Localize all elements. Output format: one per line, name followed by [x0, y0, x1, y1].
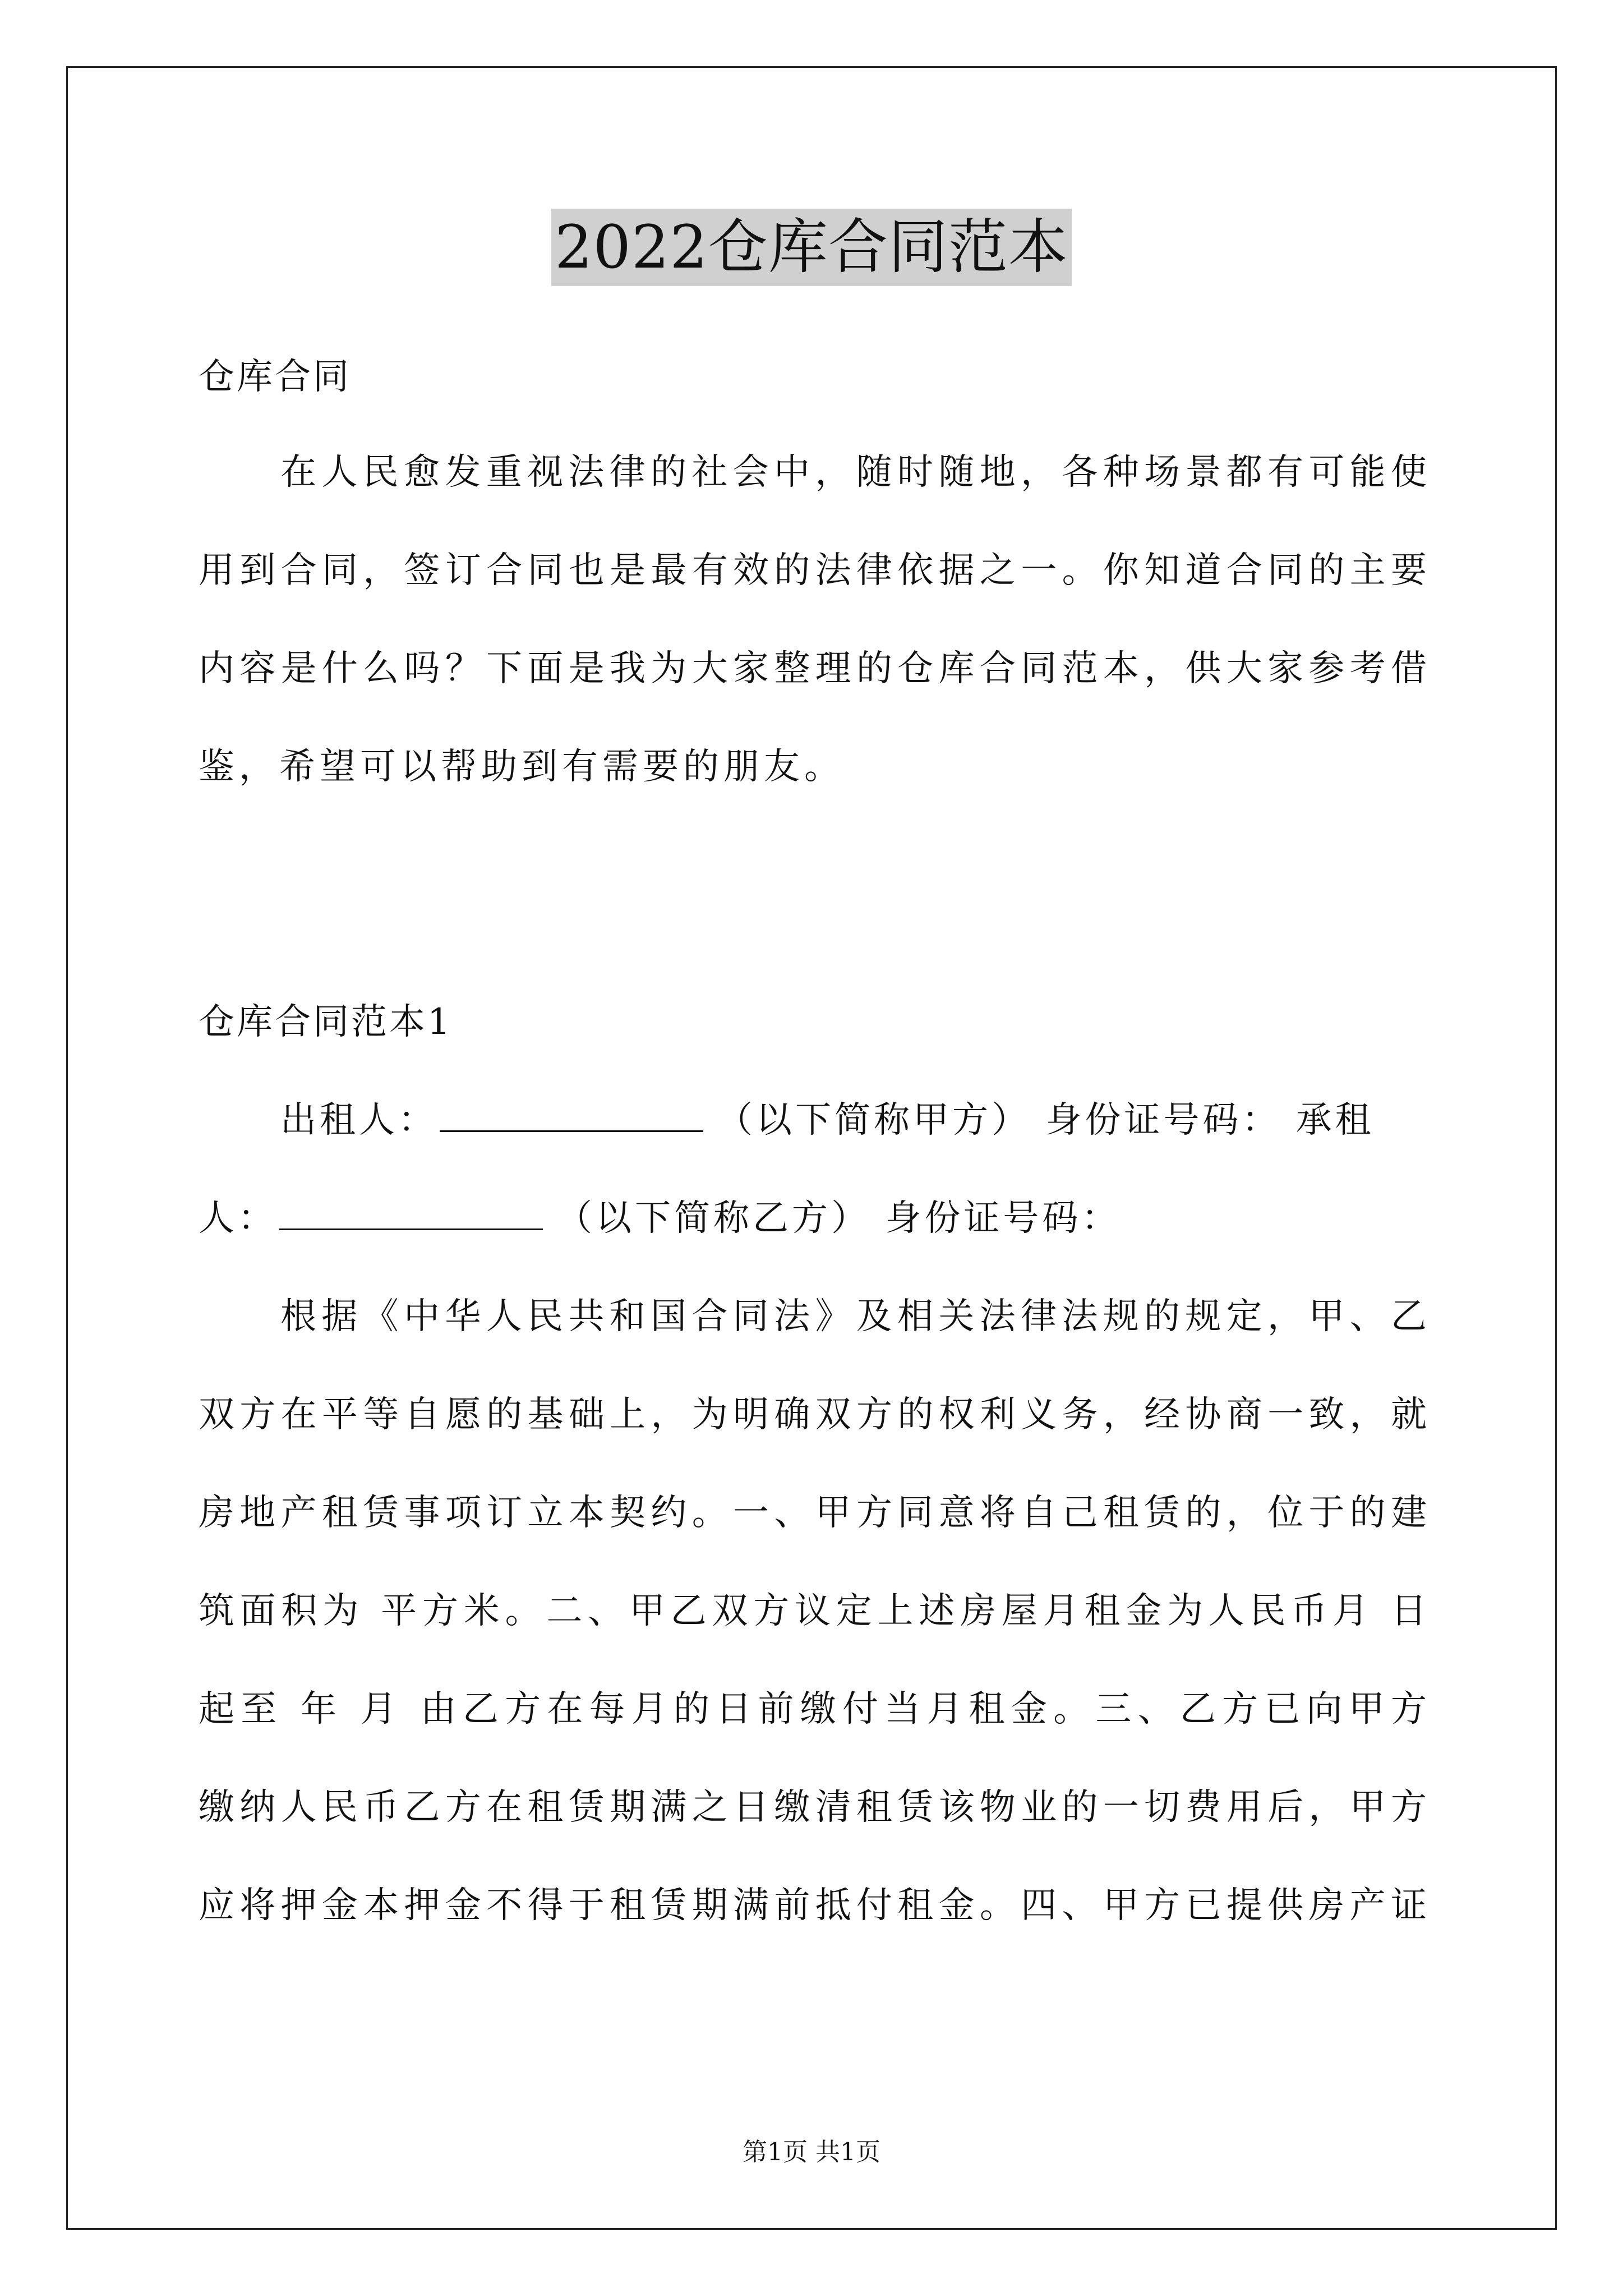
lessor-label: 出租人：	[280, 1099, 437, 1141]
body-line-6: 缴纳人民币乙方在租赁期满之日缴清租赁该物业的一切费用后，甲方	[199, 1787, 1427, 1828]
page-footer: 第1页 共1页	[743, 2138, 880, 2166]
body-line-2: 双方在平等自愿的基础上，为明确双方的权利义务，经协商一致，就	[199, 1394, 1427, 1435]
document-title: 2022仓库合同范本	[551, 209, 1072, 286]
party-line-lessee	[199, 1189, 1427, 1241]
intro-line-2: 用到合同，签订合同也是最有效的法律依据之一。你知道合同的主要	[199, 550, 1427, 591]
body-line-1: 根据《中华人民共和国合同法》及相关法律法规的规定，甲、乙	[280, 1296, 1427, 1337]
lessee-line-rest: （以下简称乙方） 身份证号码：	[556, 1198, 1121, 1239]
lessor-blank-field[interactable]	[440, 1099, 703, 1132]
intro-line-4: 鉴，希望可以帮助到有需要的朋友。	[199, 746, 845, 788]
section-heading-template-1: 仓库合同范本1	[199, 1001, 453, 1043]
party-line-lessor	[199, 1091, 1427, 1143]
section-heading-warehouse-contract: 仓库合同	[199, 356, 351, 398]
lessee-blank-field[interactable]	[279, 1197, 543, 1230]
body-line-4: 筑面积为 平方米。二、甲乙双方议定上述房屋月租金为人民币月 日	[199, 1590, 1427, 1632]
body-line-3: 房地产租赁事项订立本契约。一、甲方同意将自己租赁的，位于的建	[199, 1492, 1427, 1534]
title-container	[0, 209, 1623, 286]
intro-line-1: 在人民愈发重视法律的社会中，随时随地，各种场景都有可能使	[280, 452, 1427, 493]
body-line-5: 起至 年 月 由乙方在每月的日前缴付当月租金。三、乙方已向甲方	[199, 1688, 1427, 1730]
body-line-7: 应将押金本押金不得于租赁期满前抵付租金。四、甲方已提供房产证	[199, 1885, 1427, 1926]
intro-line-3: 内容是什么吗？下面是我为大家整理的仓库合同范本，供大家参考借	[199, 648, 1427, 689]
lessor-line-rest: （以下简称甲方） 身份证号码： 承租	[717, 1099, 1375, 1141]
lessee-label: 人：	[199, 1198, 277, 1239]
